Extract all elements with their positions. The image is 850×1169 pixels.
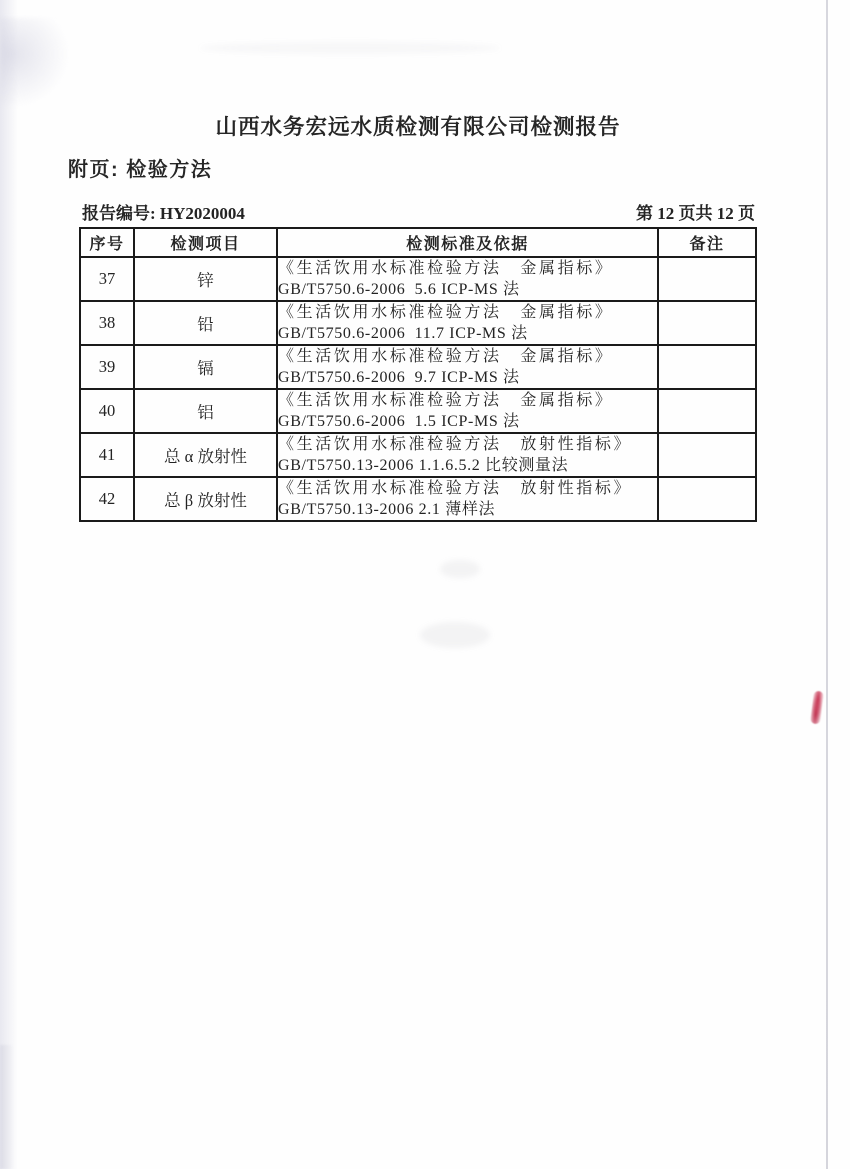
cell-serial: 39: [80, 345, 134, 389]
cell-remark: [658, 301, 756, 345]
table-row: [80, 345, 756, 389]
cell-item: 镉: [134, 345, 277, 389]
scan-shadow-bottom-left: [0, 1045, 14, 1169]
standard-title: 《生活饮用水标准检验方法 金属指标》: [278, 348, 614, 365]
cell-item: 铅: [134, 301, 277, 345]
col-header-serial: 序号: [80, 228, 134, 257]
page-edge-line: [826, 0, 828, 1169]
standard-reference: GB/T5750.6-2006 11.7 ICP-MS 法: [278, 325, 528, 342]
standard-title: 《生活饮用水标准检验方法 金属指标》: [278, 304, 614, 321]
cell-standard: [277, 301, 658, 345]
cell-serial: 38: [80, 301, 134, 345]
standard-title: 《生活饮用水标准检验方法 放射性指标》: [278, 436, 633, 453]
table-row: [80, 477, 756, 521]
meta-row: [82, 199, 755, 224]
scan-corner-blotch: [0, 18, 70, 108]
cell-standard: [277, 433, 658, 477]
cell-remark: [658, 345, 756, 389]
col-header-remark: 备注: [658, 228, 756, 257]
cell-standard: [277, 389, 658, 433]
cell-standard: [277, 345, 658, 389]
cell-serial: 37: [80, 257, 134, 301]
report-number: [82, 199, 245, 224]
cell-remark: [658, 433, 756, 477]
standard-reference: GB/T5750.6-2006 9.7 ICP-MS 法: [278, 369, 520, 386]
standard-title: 《生活饮用水标准检验方法 放射性指标》: [278, 480, 633, 497]
scan-smudge: [200, 42, 500, 54]
cell-serial: 42: [80, 477, 134, 521]
standard-title: 《生活饮用水标准检验方法 金属指标》: [278, 392, 614, 409]
cell-serial: 41: [80, 433, 134, 477]
report-number-value: HY2020004: [159, 204, 245, 223]
table-row: [80, 389, 756, 433]
appendix-label: 附页: 检验方法: [68, 159, 213, 181]
cell-remark: [658, 257, 756, 301]
table-row: [80, 433, 756, 477]
cell-item: 锌: [134, 257, 277, 301]
standard-reference: GB/T5750.13-2006 2.1 薄样法: [278, 501, 496, 518]
report-number-label: 报告编号:: [82, 204, 160, 223]
page-indicator: 第 12 页共 12 页: [636, 204, 755, 223]
cell-item: 总 α 放射性: [134, 433, 277, 477]
col-header-standard: 检测标准及依据: [277, 228, 658, 257]
cell-standard: [277, 477, 658, 521]
scan-smudge: [420, 622, 490, 648]
table-row: [80, 257, 756, 301]
scan-smudge: [440, 560, 480, 578]
cell-remark: [658, 477, 756, 521]
scan-shadow-left: [0, 0, 18, 1169]
standard-reference: GB/T5750.13-2006 1.1.6.5.2 比较测量法: [278, 457, 569, 474]
cell-serial: 40: [80, 389, 134, 433]
page-title: 山西水务宏远水质检测有限公司检测报告: [215, 115, 621, 139]
cell-item: 铝: [134, 389, 277, 433]
methods-table: [79, 227, 757, 522]
table-row: [80, 301, 756, 345]
standard-reference: GB/T5750.6-2006 5.6 ICP-MS 法: [278, 281, 520, 298]
standard-title: 《生活饮用水标准检验方法 金属指标》: [278, 260, 614, 277]
standard-reference: GB/T5750.6-2006 1.5 ICP-MS 法: [278, 413, 520, 430]
red-ink-mark: [810, 691, 824, 725]
cell-remark: [658, 389, 756, 433]
cell-item: 总 β 放射性: [134, 477, 277, 521]
col-header-item: 检测项目: [134, 228, 277, 257]
cell-standard: [277, 257, 658, 301]
table-header-row: [80, 228, 756, 257]
